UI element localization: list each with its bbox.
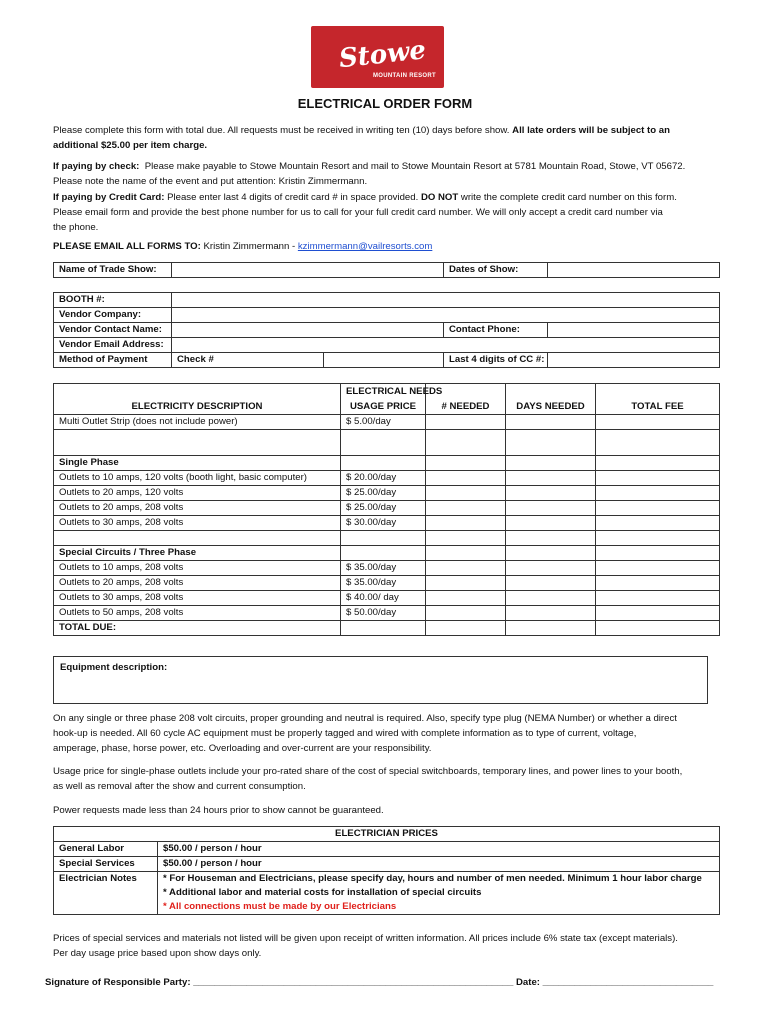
vendor-email-field[interactable] (172, 338, 720, 353)
trade-show-label: Name of Trade Show: (54, 263, 172, 278)
vendor-contact-label: Vendor Contact Name: (54, 323, 172, 338)
trade-show-field[interactable] (172, 263, 444, 278)
strip-total[interactable] (596, 415, 720, 430)
col-usage-price: ELECTRICAL NEEDS USAGE PRICE (341, 384, 426, 415)
strip-needed[interactable] (426, 415, 506, 430)
single-needed[interactable] (426, 486, 506, 501)
single-price: $ 25.00/day (341, 501, 426, 516)
special-services-label: Special Services (54, 857, 158, 872)
vendor-company-field[interactable] (172, 308, 720, 323)
table-row (54, 486, 720, 501)
notes-paragraph-3: Power requests made less than 24 hours prior to show cannot be guaranteed. (53, 805, 384, 816)
email-instructions: PLEASE EMAIL ALL FORMS TO: Kristin Zimmermann - kzimmermann@vailresorts.com (53, 241, 433, 252)
special-circuits-title: Special Circuits / Three Phase (54, 546, 341, 561)
col-needed: # NEEDED (426, 384, 506, 415)
table-row (54, 576, 720, 591)
single-desc: Outlets to 10 amps, 120 volts (booth light, basic computer) (54, 471, 341, 486)
single-desc: Outlets to 20 amps, 208 volts (54, 501, 341, 516)
electrician-notes: * For Houseman and Electricians, please specify day, hours and number of men needed. Minimum 1 hour labor charge * Additional labor and material costs for installation of special circuits * All connections must be made by our Electricians (158, 872, 720, 915)
cc-digits-label: Last 4 digits of CC #: (444, 353, 548, 368)
intro-text: Please complete this form with total due. All requests must be received in writing ten (10) days before show. All late orders will be subject to an additional $25.00 per item charge. (53, 125, 670, 151)
card-instructions: If paying by Credit Card: Please enter last 4 digits of credit card # in space provided. DO NOT write the complete credit card number on this form. Please email form and provide the best phone number for us to call for your full credit card number. We will only accept a credit card number via the phone. (53, 192, 677, 233)
special-needed[interactable] (426, 606, 506, 621)
booth-label: BOOTH #: (54, 293, 172, 308)
single-total[interactable] (596, 486, 720, 501)
table-row (54, 501, 720, 516)
special-desc: Outlets to 30 amps, 208 volts (54, 591, 341, 606)
notes-paragraph-1: On any single or three phase 208 volt circuits, proper grounding and neutral is required. Also, specify type plug (NEMA Number) or whether a direct hook-up is needed. All 60 cycle AC equipment must be properly tagged and wired with complete information as to type of current, voltage, amperage, phase, horse power, etc. Overloading and over-current are your responsibility. (53, 713, 677, 754)
special-desc: Outlets to 50 amps, 208 volts (54, 606, 341, 621)
cc-digits-field[interactable] (548, 353, 720, 368)
equipment-description-box[interactable] (53, 656, 708, 704)
single-desc: Outlets to 20 amps, 120 volts (54, 486, 341, 501)
show-dates-label: Dates of Show: (444, 263, 548, 278)
col-total-fee: TOTAL FEE (596, 384, 720, 415)
payment-method-label: Method of Payment (54, 353, 172, 368)
single-price: $ 30.00/day (341, 516, 426, 531)
general-labor-label: General Labor (54, 842, 158, 857)
vendor-contact-field[interactable] (172, 323, 444, 338)
special-total[interactable] (596, 561, 720, 576)
special-needed[interactable] (426, 576, 506, 591)
total-due-field[interactable] (596, 621, 720, 636)
notes-paragraph-2: Usage price for single-phase outlets include your pro-rated share of the cost of special switchboards, temporary lines, and power lines to your booth, as well as removal after the show and current consumption. (53, 766, 683, 792)
equipment-description-label: Equipment description: (60, 662, 168, 673)
single-desc: Outlets to 30 amps, 208 volts (54, 516, 341, 531)
strip-days[interactable] (506, 415, 596, 430)
single-days[interactable] (506, 501, 596, 516)
special-price: $ 35.00/day (341, 576, 426, 591)
table-row (54, 415, 720, 430)
col-days-needed: DAYS NEEDED (506, 384, 596, 415)
check-number-field[interactable]: Check # (172, 353, 324, 368)
table-row (54, 561, 720, 576)
booth-field[interactable] (172, 293, 720, 308)
electrical-needs-table (53, 383, 720, 636)
vendor-company-label: Vendor Company: (54, 308, 172, 323)
special-days[interactable] (506, 591, 596, 606)
footer-text: Prices of special services and materials not listed will be given upon receipt of written information. All prices include 6% state tax (except materials). Per day usage price based upon show days only. (53, 933, 678, 959)
single-total[interactable] (596, 516, 720, 531)
special-days[interactable] (506, 606, 596, 621)
stowe-logo (311, 26, 444, 88)
show-dates-field[interactable] (548, 263, 720, 278)
table-row (54, 606, 720, 621)
single-days[interactable] (506, 471, 596, 486)
electrician-prices-title: ELECTRICIAN PRICES (54, 827, 720, 842)
special-price: $ 40.00/ day (341, 591, 426, 606)
col-description: ELECTRICITY DESCRIPTION (54, 384, 341, 415)
contact-phone-label: Contact Phone: (444, 323, 548, 338)
single-needed[interactable] (426, 471, 506, 486)
table-row (54, 471, 720, 486)
special-needed[interactable] (426, 591, 506, 606)
logo-subtitle: MOUNTAIN RESORT (372, 73, 436, 79)
table-row (54, 516, 720, 531)
single-needed[interactable] (426, 501, 506, 516)
special-needed[interactable] (426, 561, 506, 576)
strip-desc: Multi Outlet Strip (does not include power) (54, 415, 341, 430)
vendor-email-label: Vendor Email Address: (54, 338, 172, 353)
strip-price: $ 5.00/day (341, 415, 426, 430)
electrician-notes-label: Electrician Notes (54, 872, 158, 915)
special-price: $ 50.00/day (341, 606, 426, 621)
check-number-value[interactable] (324, 353, 444, 368)
single-price: $ 20.00/day (341, 471, 426, 486)
single-needed[interactable] (426, 516, 506, 531)
single-phase-title: Single Phase (54, 456, 341, 471)
electrical-needs-heading: ELECTRICAL NEEDS (346, 386, 443, 397)
contact-phone-field[interactable] (548, 323, 720, 338)
single-price: $ 25.00/day (341, 486, 426, 501)
special-days[interactable] (506, 561, 596, 576)
special-desc: Outlets to 10 amps, 208 volts (54, 561, 341, 576)
single-days[interactable] (506, 486, 596, 501)
table-row (54, 591, 720, 606)
vendor-table (53, 292, 720, 368)
signature-line[interactable]: Signature of Responsible Party: ____________________________________________________________ Date: ________________________________ (45, 977, 714, 988)
page-title: ELECTRICAL ORDER FORM (297, 96, 473, 111)
logo-word: Stowe (337, 35, 428, 75)
trade-show-table (53, 262, 720, 278)
check-instructions: If paying by check: Please make payable to Stowe Mountain Resort and mail to Stowe Mountain Resort at 5781 Mountain Road, Stowe, VT 05672. Please note the name of the event and put attention: Kristin Zimmermann. (53, 161, 686, 187)
general-labor-price: $50.00 / person / hour (158, 842, 720, 857)
single-total[interactable] (596, 471, 720, 486)
single-days[interactable] (506, 516, 596, 531)
special-total[interactable] (596, 576, 720, 591)
special-total[interactable] (596, 591, 720, 606)
single-total[interactable] (596, 501, 720, 516)
email-link[interactable]: kzimmermann@vailresorts.com (297, 241, 433, 252)
special-total[interactable] (596, 606, 720, 621)
total-due-label: TOTAL DUE: (54, 621, 341, 636)
special-services-price: $50.00 / person / hour (158, 857, 720, 872)
special-desc: Outlets to 20 amps, 208 volts (54, 576, 341, 591)
special-days[interactable] (506, 576, 596, 591)
special-price: $ 35.00/day (341, 561, 426, 576)
electrician-prices-table (53, 826, 720, 915)
